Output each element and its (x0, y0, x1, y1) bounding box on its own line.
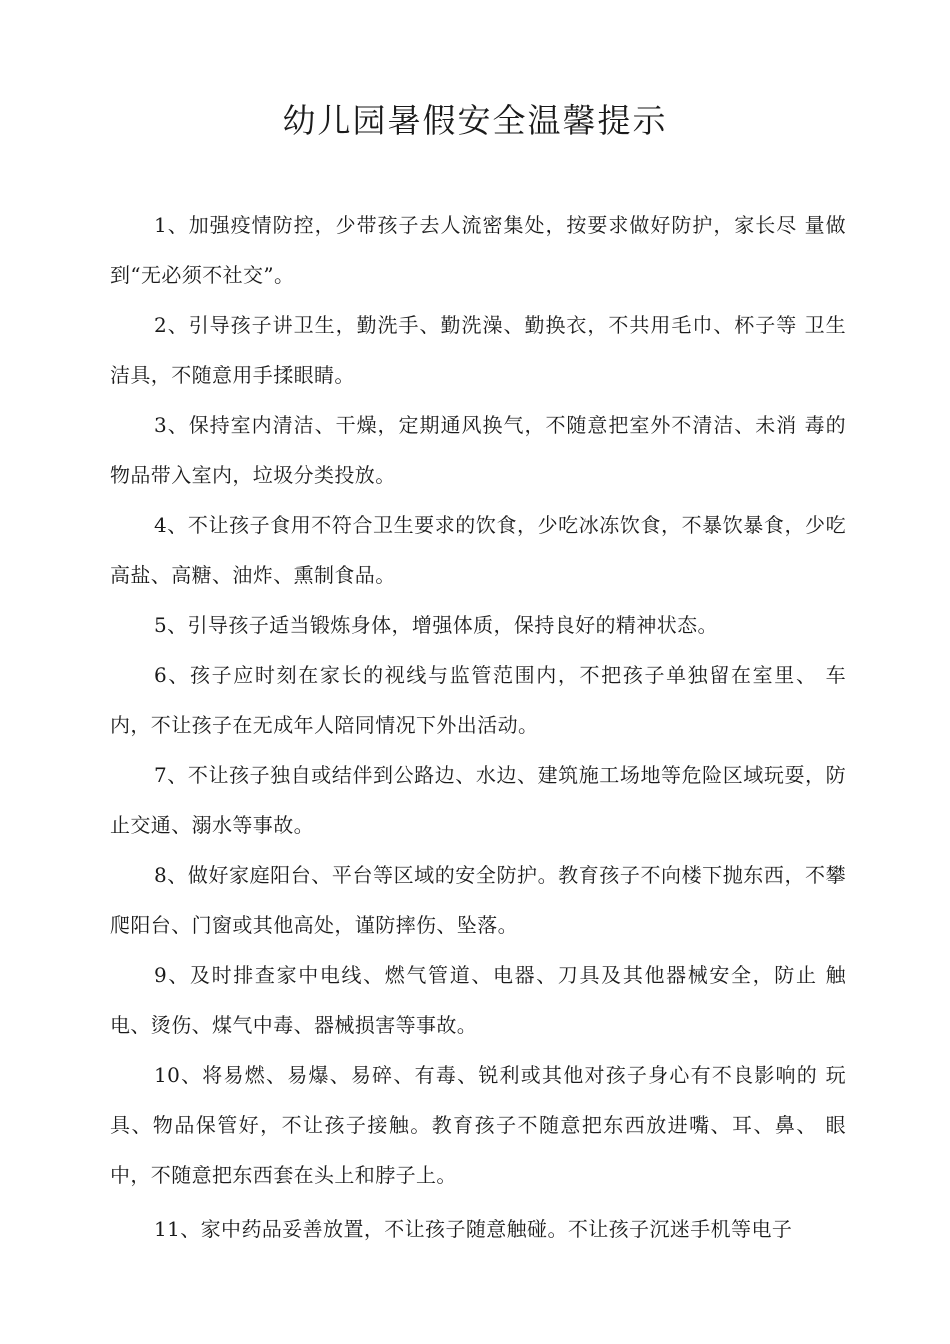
tip-item-1: 1、加强疫情防控，少带孩子去人流密集处，按要求做好防护，家长尽 量做到“无必须不社交”。 (110, 213, 846, 287)
tip-item-8: 8、做好家庭阳台、平台等区域的安全防护。教育孩子不向楼下抛东西，不攀爬阳台、门窗或其他高处，谨防摔伤、坠落。 (110, 863, 846, 937)
tip-item-6: 6、孩子应时刻在家长的视线与监管范围内，不把孩子单独留在室里、 车内，不让孩子在无成年人陪同情况下外出活动。 (110, 663, 846, 737)
tip-item-4: 4、不让孩子食用不符合卫生要求的饮食，少吃冰冻饮食，不暴饮暴食，少吃高盐、高糖、油炸、熏制食品。 (110, 513, 846, 587)
tip-item-11: 11、家中药品妥善放置，不让孩子随意触碰。不让孩子沉迷手机等电子 (154, 1217, 793, 1241)
tip-item-10: 10、将易燃、易爆、易碎、有毒、锐利或其他对孩子身心有不良影响的 玩具、物品保管好，不让孩子接触。教育孩子不随意把东西放进嘴、耳、鼻、 眼中，不随意把东西套在头上和脖子上。 (110, 1063, 846, 1187)
tip-item-7: 7、不让孩子独自或结伴到公路边、水边、建筑施工场地等危险区域玩耍，防止交通、溺水等事故。 (110, 763, 846, 837)
tip-item-3: 3、保持室内清洁、干燥，定期通风换气，不随意把室外不清洁、未消 毒的物品带入室内，垃圾分类投放。 (110, 413, 846, 487)
tip-item-5: 5、引导孩子适当锻炼身体，增强体质，保持良好的精神状态。 (154, 613, 718, 637)
tips-list (110, 200, 846, 1254)
tip-item-2: 2、引导孩子讲卫生，勤洗手、勤洗澡、勤换衣，不共用毛巾、杯子等 卫生洁具，不随意用手揉眼睛。 (110, 313, 846, 387)
tip-item-9: 9、及时排查家中电线、燃气管道、电器、刀具及其他器械安全，防止 触电、烫伤、煤气中毒、器械损害等事故。 (110, 963, 846, 1037)
page-title: 幼儿园暑假安全温馨提示 (282, 101, 668, 140)
